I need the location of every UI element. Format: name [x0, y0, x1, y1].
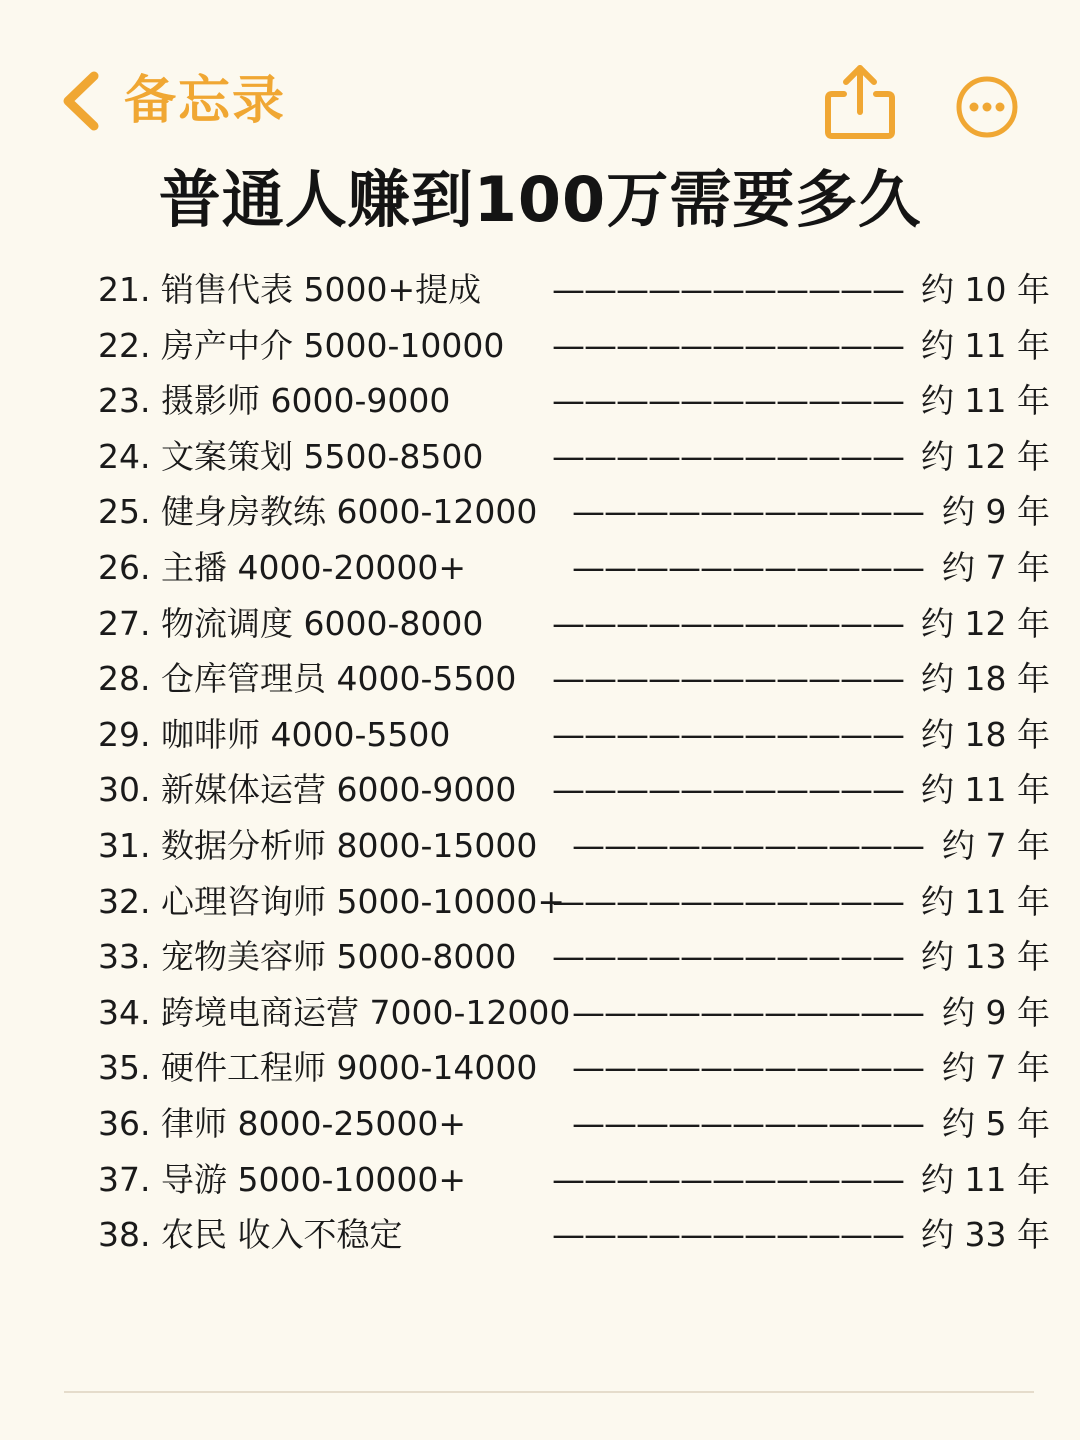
more-icon[interactable] — [954, 74, 1020, 140]
item-text: 37. 导游 5000-10000+ — [98, 1159, 466, 1199]
dash-leader: ——————————— — [572, 825, 924, 865]
dash-leader: ——————————— — [572, 1103, 924, 1143]
item-text: 21. 销售代表 5000+提成 — [98, 270, 482, 309]
item-text: 34. 跨境电商运营 7000-12000 — [98, 992, 571, 1032]
item-result: 约 11 年 — [921, 881, 1050, 921]
dash-leader: ——————————— — [552, 603, 904, 643]
item-result: 约 9 年 — [942, 992, 1050, 1032]
item-result: 约 13 年 — [921, 937, 1050, 977]
dash-leader: ——————————— — [552, 937, 904, 977]
dash-leader: ——————————— — [572, 1048, 924, 1088]
dash-leader: ——————————— — [552, 770, 904, 810]
list-item — [98, 985, 1050, 1041]
list-item — [98, 707, 1050, 763]
list-item — [98, 1040, 1050, 1096]
bottom-divider — [64, 1391, 1034, 1393]
dash-leader: ——————————— — [552, 436, 904, 476]
dash-leader: ——————————— — [552, 659, 904, 699]
list-item — [98, 874, 1050, 930]
item-result: 约 7 年 — [942, 825, 1050, 865]
dash-leader: ——————————— — [552, 381, 904, 421]
item-result: 约 18 年 — [921, 714, 1050, 754]
chevron-left-icon — [58, 70, 104, 132]
list-item — [98, 262, 1050, 318]
item-text: 31. 数据分析师 8000-15000 — [98, 825, 538, 865]
item-text: 29. 咖啡师 4000-5500 — [98, 714, 451, 754]
dash-leader: ——————————— — [572, 492, 924, 532]
share-icon[interactable] — [820, 60, 900, 142]
item-text: 38. 农民 收入不稳定 — [98, 1215, 403, 1255]
item-text: 32. 心理咨询师 5000-10000+ — [98, 881, 565, 921]
item-text: 22. 房产中介 5000-10000 — [98, 325, 505, 365]
item-result: 约 11 年 — [921, 770, 1050, 810]
dash-leader: ——————————— — [552, 1159, 904, 1199]
list-item — [98, 1096, 1050, 1152]
item-result: 约 11 年 — [921, 381, 1050, 421]
note-list — [98, 262, 1050, 1263]
item-result: 约 12 年 — [921, 603, 1050, 643]
list-item — [98, 1207, 1050, 1263]
item-result: 约 11 年 — [921, 1159, 1050, 1199]
back-label: 备忘录 — [124, 71, 287, 131]
item-result: 约 10 年 — [921, 270, 1050, 309]
item-result: 约 9 年 — [942, 492, 1050, 532]
list-item — [98, 929, 1050, 985]
note-title: 普通人赚到100万需要多久 — [158, 163, 922, 236]
dash-leader: ——————————— — [552, 325, 904, 365]
item-result: 约 11 年 — [921, 325, 1050, 365]
item-result: 约 7 年 — [942, 1048, 1050, 1088]
item-result: 约 33 年 — [921, 1215, 1050, 1255]
item-text: 26. 主播 4000-20000+ — [98, 547, 466, 587]
list-item — [98, 651, 1050, 707]
list-item — [98, 818, 1050, 874]
item-text: 33. 宠物美容师 5000-8000 — [98, 937, 517, 977]
list-item — [98, 762, 1050, 818]
item-text: 35. 硬件工程师 9000-14000 — [98, 1048, 538, 1088]
dash-leader: ——————————— — [552, 881, 904, 921]
nav-bar — [0, 60, 1080, 150]
item-text: 25. 健身房教练 6000-12000 — [98, 492, 538, 532]
item-text: 30. 新媒体运营 6000-9000 — [98, 770, 517, 810]
dash-leader: ——————————— — [572, 992, 924, 1032]
item-text: 24. 文案策划 5500-8500 — [98, 436, 484, 476]
item-text: 23. 摄影师 6000-9000 — [98, 381, 451, 421]
item-result: 约 18 年 — [921, 659, 1050, 699]
dash-leader: ——————————— — [552, 270, 904, 309]
list-item — [98, 429, 1050, 485]
item-result: 约 7 年 — [942, 547, 1050, 587]
list-item — [98, 484, 1050, 540]
item-text: 27. 物流调度 6000-8000 — [98, 603, 484, 643]
list-item — [98, 373, 1050, 429]
back-button[interactable] — [58, 70, 286, 132]
dash-leader: ——————————— — [552, 1215, 904, 1255]
item-text: 36. 律师 8000-25000+ — [98, 1103, 466, 1143]
list-item — [98, 596, 1050, 652]
dash-leader: ——————————— — [552, 714, 904, 754]
list-item — [98, 1152, 1050, 1208]
item-result: 约 5 年 — [942, 1103, 1050, 1143]
item-text: 28. 仓库管理员 4000-5500 — [98, 659, 517, 699]
item-result: 约 12 年 — [921, 436, 1050, 476]
list-item — [98, 540, 1050, 596]
list-item — [98, 318, 1050, 374]
dash-leader: ——————————— — [572, 547, 924, 587]
